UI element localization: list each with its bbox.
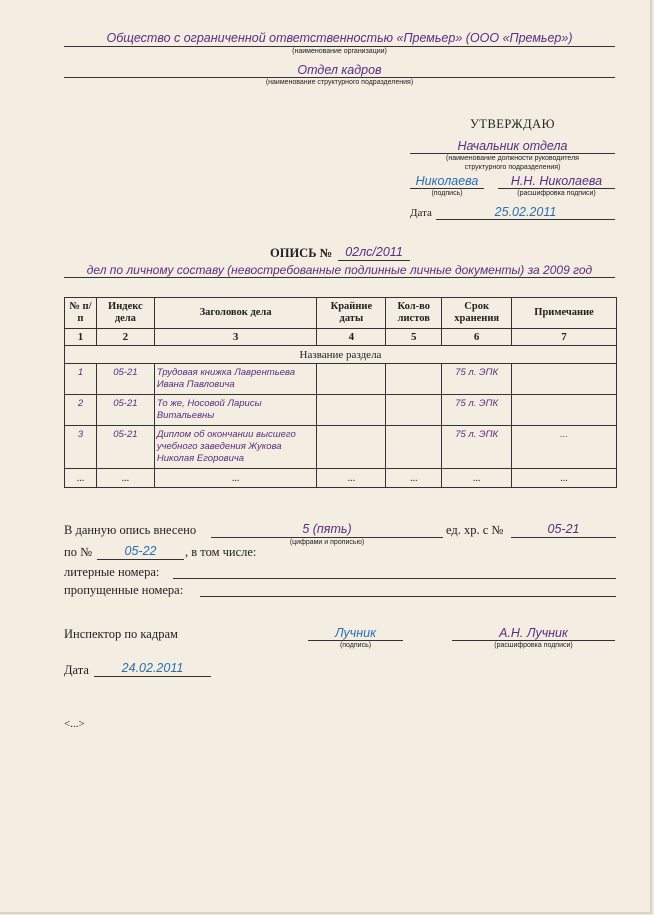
column-number-row bbox=[65, 329, 617, 346]
header-cell: Крайние даты bbox=[317, 298, 386, 329]
entered-value-line bbox=[211, 537, 443, 538]
inventory-subtitle-line bbox=[64, 277, 615, 278]
row-num: 1 bbox=[65, 364, 97, 395]
row-dates bbox=[317, 364, 386, 395]
inventory-number: 02лс/2011 bbox=[345, 245, 403, 259]
header-cell: № п/п bbox=[65, 298, 97, 329]
dots-cell: ... bbox=[154, 469, 317, 488]
dots-cell: ... bbox=[96, 469, 154, 488]
signoff-name-caption: (расшифровка подписи) bbox=[494, 642, 573, 649]
row-term: 75 л. ЭПК bbox=[442, 364, 512, 395]
to-number: 05-22 bbox=[124, 544, 157, 558]
letter-numbers-line bbox=[173, 578, 616, 579]
table-row bbox=[65, 364, 617, 395]
entered-value: 5 (пять) bbox=[302, 522, 352, 536]
approval-position: Начальник отдела bbox=[457, 139, 568, 153]
row-index: 05-21 bbox=[96, 426, 154, 469]
approval-position-line bbox=[410, 153, 615, 154]
signoff-signature: Лучник bbox=[334, 626, 377, 640]
org-name: Общество с ограниченной ответственностью «Премьер» (ООО «Премьер») bbox=[106, 31, 573, 45]
signoff-name: А.Н. Лучник bbox=[499, 626, 568, 640]
dept-name-line bbox=[64, 77, 615, 78]
inventory-table bbox=[64, 297, 617, 488]
header-cell: Кол-во листов bbox=[386, 298, 442, 329]
org-name-line bbox=[64, 46, 615, 47]
table-row bbox=[65, 426, 617, 469]
units-label: ед. хр. с № bbox=[446, 523, 504, 537]
column-number: 7 bbox=[512, 329, 617, 346]
approval-date: 25.02.2011 bbox=[494, 205, 557, 219]
including-label: , в том числе: bbox=[185, 545, 257, 559]
signoff-position: Инспектор по кадрам bbox=[64, 627, 178, 641]
row-sheets bbox=[386, 426, 442, 469]
signoff-signature-line bbox=[308, 640, 403, 641]
org-caption: (наименование организации) bbox=[292, 48, 387, 55]
entered-label: В данную опись внесено bbox=[64, 523, 197, 537]
letter-numbers-label: литерные номера: bbox=[64, 565, 160, 579]
dots-cell: ... bbox=[512, 469, 617, 488]
signoff-signature-caption: (подпись) bbox=[339, 642, 372, 649]
to-number-line bbox=[97, 559, 184, 560]
section-title: Название раздела bbox=[65, 346, 617, 364]
header-cell: Срок хранения bbox=[442, 298, 512, 329]
column-number: 2 bbox=[96, 329, 154, 346]
table-row bbox=[65, 395, 617, 426]
row-term: 75 л. ЭПК bbox=[442, 426, 512, 469]
row-dates bbox=[317, 395, 386, 426]
row-note bbox=[512, 364, 617, 395]
row-title: То же, Носовой Ларисы Витальевны bbox=[154, 395, 317, 426]
missing-numbers-label: пропущенные номера: bbox=[64, 583, 184, 597]
signoff-date-label: Дата bbox=[64, 663, 89, 677]
approval-date-line bbox=[436, 219, 615, 220]
row-note bbox=[512, 395, 617, 426]
to-label: по № bbox=[64, 545, 92, 559]
approval-signature-caption: (подпись) bbox=[431, 190, 463, 197]
approval-position-caption-1: (наименование должности руководителя bbox=[446, 155, 579, 162]
footer-ellipsis: <...> bbox=[64, 718, 85, 730]
approval-date-label: Дата bbox=[410, 207, 432, 219]
dots-cell: ... bbox=[65, 469, 97, 488]
row-num: 2 bbox=[65, 395, 97, 426]
header-cell: Примечание bbox=[512, 298, 617, 329]
column-number: 5 bbox=[386, 329, 442, 346]
dots-cell: ... bbox=[317, 469, 386, 488]
row-title: Диплом об окончании высшего учебного заведения Жукова Николая Егоровича bbox=[154, 426, 317, 469]
from-number: 05-21 bbox=[547, 522, 580, 536]
approval-name-line bbox=[498, 188, 615, 189]
dept-name: Отдел кадров bbox=[297, 63, 382, 77]
dots-cell: ... bbox=[442, 469, 512, 488]
row-dates bbox=[317, 426, 386, 469]
inventory-subtitle: дел по личному составу (невостребованные подлинные личные документы) за 2009 год bbox=[86, 263, 593, 277]
approval-position-caption-2: структурного подразделения) bbox=[464, 164, 561, 171]
column-number: 4 bbox=[317, 329, 386, 346]
column-number: 3 bbox=[154, 329, 317, 346]
approval-title: УТВЕРЖДАЮ bbox=[469, 117, 556, 131]
table-header-row bbox=[65, 298, 617, 329]
inventory-number-line bbox=[338, 260, 410, 261]
column-number: 1 bbox=[65, 329, 97, 346]
inventory-title-label: ОПИСЬ № bbox=[270, 246, 333, 260]
dept-caption: (наименование структурного подразделения) bbox=[265, 79, 414, 86]
dots-row bbox=[65, 469, 617, 488]
row-sheets bbox=[386, 395, 442, 426]
missing-numbers-line bbox=[200, 596, 616, 597]
approval-name: Н.Н. Николаева bbox=[510, 174, 603, 188]
approval-name-caption: (расшифровка подписи) bbox=[517, 190, 596, 197]
row-sheets bbox=[386, 364, 442, 395]
signoff-date: 24.02.2011 bbox=[121, 661, 184, 675]
header-cell: Заголовок дела bbox=[154, 298, 317, 329]
approval-signature: Николаева bbox=[415, 174, 479, 188]
entered-caption: (цифрами и прописью) bbox=[289, 539, 365, 546]
row-title: Трудовая книжка Лаврентьева Ивана Павловича bbox=[154, 364, 317, 395]
row-term: 75 л. ЭПК bbox=[442, 395, 512, 426]
signoff-name-line bbox=[452, 640, 615, 641]
header-cell: Индекс дела bbox=[96, 298, 154, 329]
dots-cell: ... bbox=[386, 469, 442, 488]
from-number-line bbox=[511, 537, 616, 538]
column-number: 6 bbox=[442, 329, 512, 346]
signoff-date-line bbox=[94, 676, 211, 677]
row-num: 3 bbox=[65, 426, 97, 469]
row-index: 05-21 bbox=[96, 364, 154, 395]
approval-signature-line bbox=[410, 188, 484, 189]
section-title-row bbox=[65, 346, 617, 364]
row-note: ... bbox=[512, 426, 617, 469]
row-index: 05-21 bbox=[96, 395, 154, 426]
